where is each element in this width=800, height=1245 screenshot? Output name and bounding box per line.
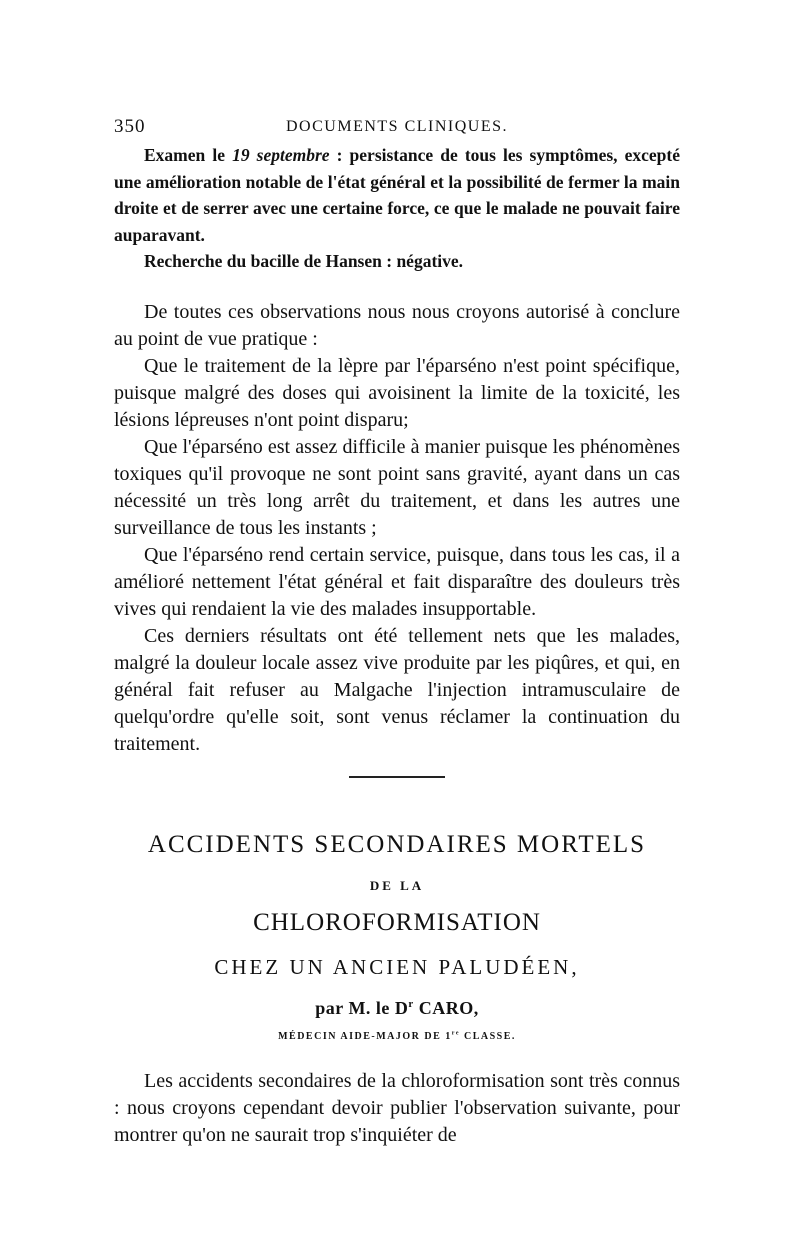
author-name: CARO, <box>413 997 479 1018</box>
running-head <box>114 112 680 142</box>
exam-prefix: Examen le <box>144 145 233 165</box>
section-divider <box>349 776 445 778</box>
exam-text: : persistance de tous les symptômes, excepté une amélioration notable de l'état général et la possibilité de fermer la main droite et de serrer avec une certaine force, ce que le malade ne pouvait faire auparavant. <box>114 145 680 245</box>
conclusion-specificity: Que le traitement de la lèpre par l'éparséno n'est point spécifique, puisque malgré des doses qui avoisinent la limite de la toxicité, les lésions lépreuses n'ont point disparu; <box>114 354 680 431</box>
article-subtitle: CHEZ UN ANCIEN PALUDÉEN, <box>214 954 580 979</box>
section-gap <box>114 275 680 299</box>
author-affiliation <box>114 1031 680 1042</box>
conclusion-results: Ces derniers résultats ont été tellement nets que les malades, malgré la douleur locale assez vive produite par les piqûres, et qui, en général fait refuser au Malgache l'injection intramusculaire de quelqu'ordre qu'elle soit, sont venus réclamer la continuation du traitement. <box>114 624 680 755</box>
document-page <box>114 112 680 1149</box>
page-number: 350 <box>114 116 146 137</box>
conclusion-intro: De toutes ces observations nous nous croyons autorisé à conclure au point de vue pratique : <box>114 300 680 350</box>
article-title-subject: CHLOROFORMISATION <box>253 908 541 936</box>
running-title: DOCUMENTS CLINIQUES. <box>286 118 508 135</box>
exam-date: 19 septembre <box>232 145 330 165</box>
author-byline <box>114 998 680 1019</box>
affiliation-prefix: MÉDECIN AIDE-MAJOR DE 1 <box>278 1030 452 1042</box>
byline-prefix: par M. le D <box>315 997 409 1018</box>
byline-sup: r <box>408 997 414 1010</box>
bacillus-paragraph: Recherche du bacille de Hansen : négative. <box>144 251 464 271</box>
article-title: ACCIDENTS SECONDAIRES MORTELS <box>147 830 647 858</box>
affiliation-suffix: CLASSE. <box>459 1030 516 1042</box>
conclusion-benefit: Que l'éparséno rend certain service, puisque, dans tous les cas, il a amélioré nettement l'état général et fait disparaître des douleurs très vives qui rendaient la vie des malades insupportable. <box>114 543 680 620</box>
affiliation-sup: re <box>451 1030 460 1037</box>
conclusion-toxicity: Que l'éparséno est assez difficile à manier puisque les phénomènes toxiques qu'il provoque ne sont point sans gravité, ayant dans un cas nécessité un très long arrêt du traitement, et dans les autres une surveillance de tous les instants ; <box>114 435 680 539</box>
exam-paragraph <box>114 142 680 248</box>
article-opening-paragraph: Les accidents secondaires de la chloroformisation sont très connus : nous croyons cependant devoir publier l'observation suivante, pour montrer qu'on ne saurait trop s'inquiéter de <box>114 1069 680 1146</box>
article-title-connector: DE LA <box>369 877 425 893</box>
